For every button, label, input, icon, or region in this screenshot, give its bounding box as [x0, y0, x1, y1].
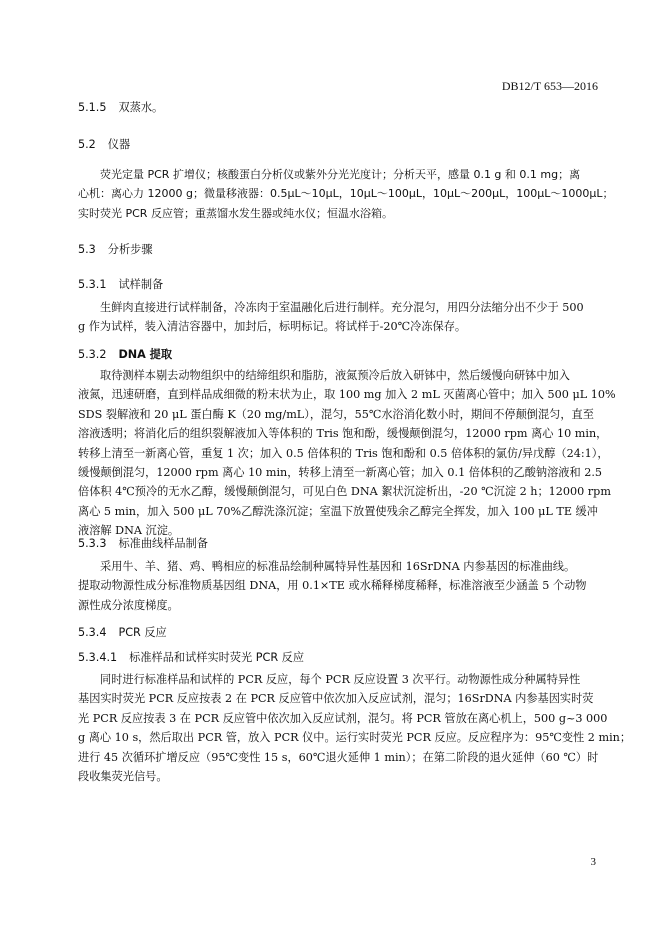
heading-5-3-4-1 [78, 649, 304, 665]
heading-title: 双蒸水。 [118, 101, 164, 114]
paragraph-instruments [78, 165, 614, 223]
heading-5-1-5 [78, 99, 163, 115]
heading-number: 5.3.1 [78, 278, 107, 291]
paragraph-line: 液氮，迅速研磨，直到样品成细微的粉末状为止，取 100 mg 加入 2 mL 灭菌离心管中；加入 500 μL 10% [78, 388, 616, 402]
paragraph-line: 缓慢颠倒混匀，12000 rpm 离心 10 min，转移上清至一新离心管；加入 0.1 倍体积的乙酸钠溶液和 2.5 [78, 466, 603, 480]
paragraph-line: 同时进行标准样品和试样的 PCR 反应，每个 PCR 反应设置 3 次平行。动物源性成分种属特异性 [100, 673, 581, 686]
heading-number: 5.3 [78, 243, 96, 256]
paragraph-line: 生鲜肉直接进行试样制备，冷冻肉于室温融化后进行制样。充分混匀，用四分法缩分出不少于 500 [100, 301, 584, 314]
heading-title: DNA 提取 [118, 348, 173, 361]
paragraph-line: g 离心 10 s，然后取出 PCR 管，放入 PCR 仪中。运行实时荧光 PCR 反应。反应程序为：95℃变性 2 min； [78, 731, 632, 745]
paragraph-line: 转移上清至一新离心管，重复 1 次；加入 0.5 倍体积的 Tris 饱和酚和 0.5 倍体积的氯仿/异戊醇（24:1）， [78, 446, 609, 460]
paragraph-line: 实时荧光 PCR 反应管；重蒸馏水发生器或纯水仪；恒温水浴箱。 [78, 206, 393, 220]
paragraph-line: 倍体积 4℃预冷的无水乙醇，缓慢颠倒混匀，可见白色 DNA 絮状沉淀析出，-20 ℃沉淀 2 h；12000 rpm [78, 485, 611, 499]
paragraph-line: 心机：离心力 12000 g；微量移液器：0.5μL～10μL，10μL～100μL，10μL～200μL，100μL～1000μL； [78, 187, 614, 201]
paragraph-sample-prep [78, 298, 596, 337]
heading-title: 标准曲线样品制备 [118, 537, 208, 550]
heading-title: 标准样品和试样实时荧光 PCR 反应 [129, 651, 305, 664]
paragraph-line: 取待测样本剔去动物组织中的结缔组织和脂肪，液氮预冷后放入研钵中，然后缓慢向研钵中加入 [100, 369, 570, 382]
page-number: 3 [590, 856, 596, 868]
paragraph-line: 溶液透明；将消化后的组织裂解液加入等体积的 Tris 饱和酚，缓慢颠倒混匀，12000 rpm 离心 10 min， [78, 427, 608, 441]
paragraph-pcr-reaction [78, 670, 632, 786]
heading-5-3-1 [78, 276, 163, 292]
paragraph-dna-extraction [78, 366, 616, 541]
heading-number: 5.1.5 [78, 101, 107, 114]
heading-5-3-2 [78, 346, 172, 362]
heading-title: PCR 反应 [118, 626, 167, 639]
heading-5-2 [78, 136, 130, 152]
heading-5-3 [78, 241, 153, 257]
heading-number: 5.2 [78, 138, 96, 151]
paragraph-line: 荧光定量 PCR 扩增仪；核酸蛋白分析仪或紫外分光光度计；分析天平，感量 0.1 g 和 0.1 mg；离 [100, 168, 581, 181]
paragraph-line: 进行 45 次循环扩增反应（95℃变性 15 s，60℃退火延伸 1 min）；在第二阶段的退火延伸（60 ℃）时 [78, 750, 599, 764]
paragraph-line: 液溶解 DNA 沉淀。 [78, 524, 180, 538]
paragraph-line: 段收集荧光信号。 [78, 770, 168, 784]
paragraph-line: 源性成分浓度梯度。 [78, 598, 179, 612]
paragraph-line: 光 PCR 反应按表 3 在 PCR 反应管中依次加入反应试剂，混匀。将 PCR 管放在离心机上，500 g~3 000 [78, 711, 608, 725]
heading-5-3-3 [78, 535, 208, 551]
paragraph-line: 基因实时荧光 PCR 反应按表 2 在 PCR 反应管中依次加入反应试剂，混匀；16SrDNA 内参基因实时荧 [78, 692, 594, 706]
heading-number: 5.3.4.1 [78, 651, 118, 664]
heading-5-3-4 [78, 624, 167, 640]
paragraph-standard-curve [78, 557, 596, 615]
heading-title: 试样制备 [118, 278, 164, 291]
heading-number: 5.3.4 [78, 626, 107, 639]
paragraph-line: g 作为试样，装入清洁容器中，加封后，标明标记。将试样于-20℃冷冻保存。 [78, 320, 467, 334]
paragraph-line: 提取动物源性成分标准物质基因组 DNA，用 0.1×TE 或水稀释梯度稀释，标准溶液至少涵盖 5 个动物 [78, 579, 587, 593]
paragraph-line: 采用牛、羊、猪、鸡、鸭相应的标准品绘制种属特异性基因和 16SrDNA 内参基因的标准曲线。 [100, 560, 576, 573]
document-code: DB12/T 653—2016 [501, 79, 598, 93]
paragraph-line: 离心 5 min，加入 500 μL 70%乙醇洗涤沉淀；室温下放置使残余乙醇完全挥发，加入 100 μL TE 缓冲 [78, 504, 598, 518]
heading-title: 分析步骤 [107, 243, 153, 256]
heading-number: 5.3.3 [78, 537, 107, 550]
paragraph-line: SDS 裂解液和 20 μL 蛋白酶 K（20 mg/mL），混匀，55℃水浴消化数小时，期间不停颠倒混匀，直至 [78, 407, 594, 421]
heading-number: 5.3.2 [78, 348, 107, 361]
heading-title: 仪器 [107, 138, 131, 151]
